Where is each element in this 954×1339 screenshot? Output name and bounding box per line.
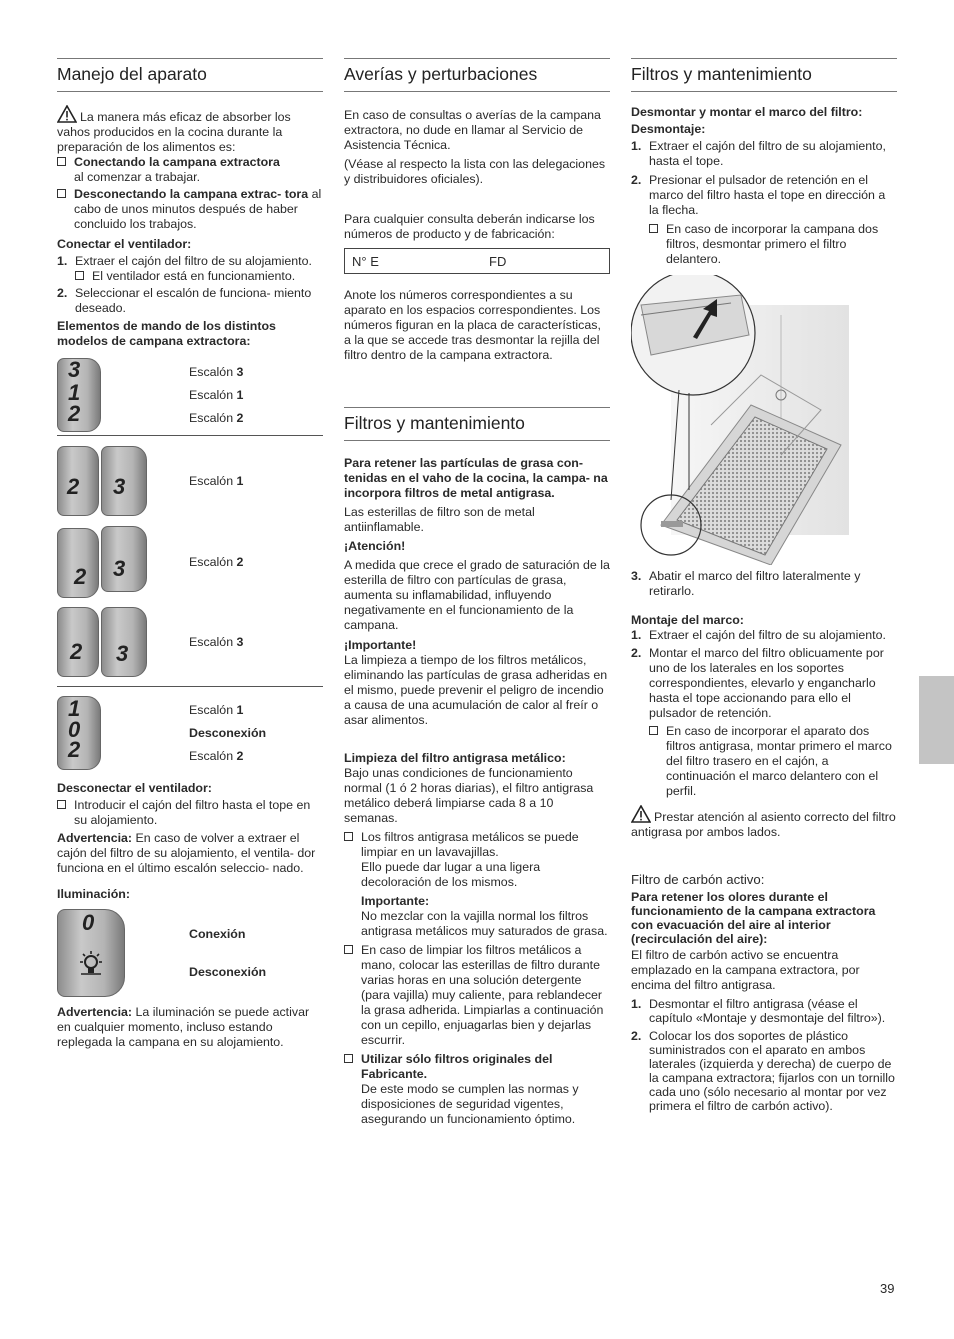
label-ne: N° E [352, 253, 379, 269]
checkbox-icon [344, 1054, 353, 1063]
page-number: 39 [880, 1281, 895, 1296]
label-desmontaje: Desmontaje: [631, 122, 706, 136]
label-montaje: Montaje del marco: [631, 613, 744, 627]
control-buttons-2-3-step3: 2 3 Escalón 3 [57, 602, 323, 687]
checkbox-icon [57, 800, 66, 809]
filter-illustration-image [631, 275, 861, 565]
label-atencion: ¡Atención! [344, 539, 406, 553]
list-item: 3. Abatir el marco del filtro lateralmente y retirarlo. [631, 569, 861, 598]
button-2-icon: 2 [57, 446, 99, 516]
list-item: Introducir el cajón del filtro hasta el tope en su alojamiento. [57, 798, 323, 828]
label-desconexion: Desconexión [189, 725, 267, 740]
bold-carbon-intro: Para retener los olores durante el funcionamiento de la campana extractora con evacuación del aire al interior (recirculación del aire): [631, 890, 876, 946]
rotary-knob-icon: 1 0 2 [57, 696, 101, 770]
label-fd: FD [489, 253, 507, 269]
checkbox-icon [649, 224, 658, 233]
button-3-icon: 3 [101, 607, 147, 677]
section-heading-filtros-mant: Filtros y mantenimiento [631, 58, 897, 92]
label-escalon-1: Escalón 1 [189, 702, 244, 717]
subheading-conectar: Conectar el ventilador: [57, 237, 192, 251]
subheading-limpieza: Limpieza del filtro antigrasa metálico: [344, 751, 566, 765]
paragraph: A medida que crece el grado de saturación de la esterilla de filtro con partículas de grasa, aumenta su inflamabilidad, influyendo negativamente en el funcionamiento de la campana. [344, 558, 610, 632]
warning-icon [631, 805, 651, 823]
control-light [57, 907, 323, 999]
control-rotary-1-0-2 [57, 691, 323, 775]
control-buttons-2-3-step2: 2 3 Escalón 2 [57, 522, 323, 602]
list-item: 1. Extraer el cajón del filtro de su alojamiento. [631, 628, 886, 642]
subheading-desconectar: Desconectar el ventilador: [57, 781, 212, 795]
section-heading-averias: Averías y perturbaciones [344, 58, 610, 92]
button-3-icon: 3 [101, 526, 147, 592]
list-item: En caso de limpiar los filtros metálicos a mano, colocar las esterillas de filtro durante varias horas en una solución detergente (para vajilla) muy caliente, para reblandecer la grasa adherida. Limpiarlas a continuación con un cepillo, enjuagarlas bien y dejarlas escurrir. [344, 943, 610, 1048]
list-item: 2. Colocar los dos soportes de plástico suministrados con el aparato en ambos laterales (izquierda y derecha) de cuerpo de la campana extractora; fijarlos con un tornillo cada uno (sólo necesario al montar por vez primera el filtro de carbón activo). [631, 1029, 895, 1113]
section-heading-filtros: Filtros y mantenimiento [344, 407, 610, 441]
label-importante: ¡Importante! [344, 638, 417, 652]
label-escalon-2: Escalón 2 [189, 410, 244, 425]
list-item: 2. Montar el marco del filtro oblicuamente por uno de los laterales en los soportes correspondientes, elevarlo y engancharlo hasta el tope accionando para ello el pulsador de retención. [631, 646, 884, 720]
warning-icon [57, 105, 77, 123]
section-heading-manejo: Manejo del aparato [57, 58, 323, 92]
control-buttons-2-3-step1: 2 3 Escalón 1 [57, 440, 323, 522]
checkbox-icon [649, 726, 658, 735]
list-item: 1. Extraer el cajón del filtro de su alojamiento, hasta el tope. [631, 139, 886, 168]
product-number-box [344, 248, 610, 274]
paragraph: (Véase al respecto la lista con las delegaciones y distribuidores oficiales). [344, 157, 606, 186]
chapter-tab [919, 676, 954, 764]
checkbox-icon [57, 157, 66, 166]
checkbox-icon [57, 189, 66, 198]
button-2-icon: 2 [57, 607, 99, 677]
list-item: Utilizar sólo filtros originales del Fabricante. De este modo se cumplen las normas y disposiciones de seguridad vigentes, asegurando un funcionamiento óptimo. [344, 1052, 610, 1127]
intro-paragraph: La manera más eficaz de absorber los vahos producidos en la cocina durante la preparación de los alimentos es: [57, 105, 323, 155]
subheading-carbon: Filtro de carbón activo: [631, 872, 765, 887]
button-2-icon: 2 [57, 528, 99, 598]
list-item: En caso de incorporar el aparato dos filtros antigrasa, montar primero el marco del filtro trasero en el cajón, a continuación el marco delantero con el perfil. [631, 724, 897, 799]
subheading-iluminacion: Iluminación: [57, 887, 130, 901]
paragraph: El filtro de carbón activo se encuentra emplazado en la campana extractora, por encima del filtro antigrasa. [631, 948, 860, 992]
advertencia-2: Advertencia: La iluminación se puede activar en cualquier momento, incluso estando replegada la campana en su alojamiento. [57, 1005, 310, 1049]
warning-note: Prestar atención al asiento correcto del filtro antigrasa por ambos lados. [631, 805, 897, 840]
control-rotary-3-1-2 [57, 355, 323, 436]
list-item: 2. Presionar el pulsador de retención en el marco del filtro hasta el tope en dirección a la flecha. [631, 173, 886, 217]
checkbox-icon [344, 832, 353, 841]
paragraph: La limpieza a tiempo de los filtros metálicos, eliminando las partículas de grasa adheridas en el mismo, puede prevenir el peligro de incendio a causa de una acumulación de calor al freír o asar alimentos. [344, 653, 608, 727]
label-escalon-3: Escalón 3 [189, 364, 244, 379]
list-item: 1. Extraer el cajón del filtro de su alojamiento. [57, 254, 312, 268]
paragraph: Bajo unas condiciones de funcionamiento normal (1 ó 2 horas diarias), el filtro antigrasa metálico deberá limpiarse cada 8 a 10 semanas. [344, 766, 594, 825]
list-item: Desconectando la campana extrac- tora al cabo de unos minutos después de haber concluido los trabajos. [57, 187, 323, 232]
paragraph: En caso de consultas o averías de la campana extractora, no dude en llamar al Servicio de Asistencia Técnica. [344, 108, 601, 152]
label-escalon-1: Escalón 1 [189, 387, 244, 402]
column-2 [344, 58, 610, 1127]
filter-frame-illustration [631, 275, 861, 565]
paragraph: Anote los números correspondientes a su aparato en los espacios correspondientes. Los números figuran en la placa de características, a la que se accede tras desmontar la rejilla del filtro dentro de la campana extractora. [344, 288, 601, 362]
checkbox-icon [75, 271, 84, 280]
column-3 [631, 58, 897, 1113]
label-conexion: Conexión [189, 926, 246, 941]
subheading-elementos: Elementos de mando de los distintos modelos de campana extractora: [57, 319, 276, 348]
list-item: Conectando la campana extractora al comenzar a trabajar. [57, 155, 323, 185]
light-bulb-icon [76, 950, 106, 980]
list-item: En caso de incorporar la campana dos filtros, desmontar primero el filtro delantero. [631, 222, 897, 267]
list-item: 1. Desmontar el filtro antigrasa (véase el capítulo «Montaje y desmontaje del filtro»). [631, 997, 886, 1025]
list-item: Los filtros antigrasa metálicos se puede limpiar en un lavavajillas. Ello puede dar lugar a una ligera decoloración de los mismos. Importante: No mezclar con la vajilla normal los filtros antigrasa metálicos muy saturados de grasa. [344, 830, 610, 939]
rotary-knob-icon: 3 1 2 [57, 358, 101, 432]
advertencia-1: Advertencia: En caso de volver a extraer el cajón del filtro de su alojamiento, el ventila- dor funciona en el último escalón seleccio- nado. [57, 831, 316, 875]
light-switch-icon: 0 [57, 909, 125, 997]
column-1 [57, 58, 323, 1050]
paragraph: Las esterillas de filtro son de metal antiinflamable. [344, 505, 535, 534]
paragraph: Para cualquier consulta deberán indicarse los números de producto y de fabricación: [344, 212, 595, 241]
label-desconexion: Desconexión [189, 964, 267, 979]
list-item: 2. Seleccionar el escalón de funciona- miento deseado. [57, 286, 312, 315]
list-item: El ventilador está en funcionamiento. [57, 269, 323, 284]
subheading-desmontar: Desmontar y montar el marco del filtro: [631, 105, 863, 119]
label-escalon-2: Escalón 2 [189, 748, 244, 763]
bold-intro: Para retener las partículas de grasa con- tenidas en el vaho de la cocina, la campa- na incorpora filtros de metal antigrasa. [344, 456, 608, 500]
button-3-icon: 3 [101, 446, 147, 516]
checkbox-icon [344, 945, 353, 954]
